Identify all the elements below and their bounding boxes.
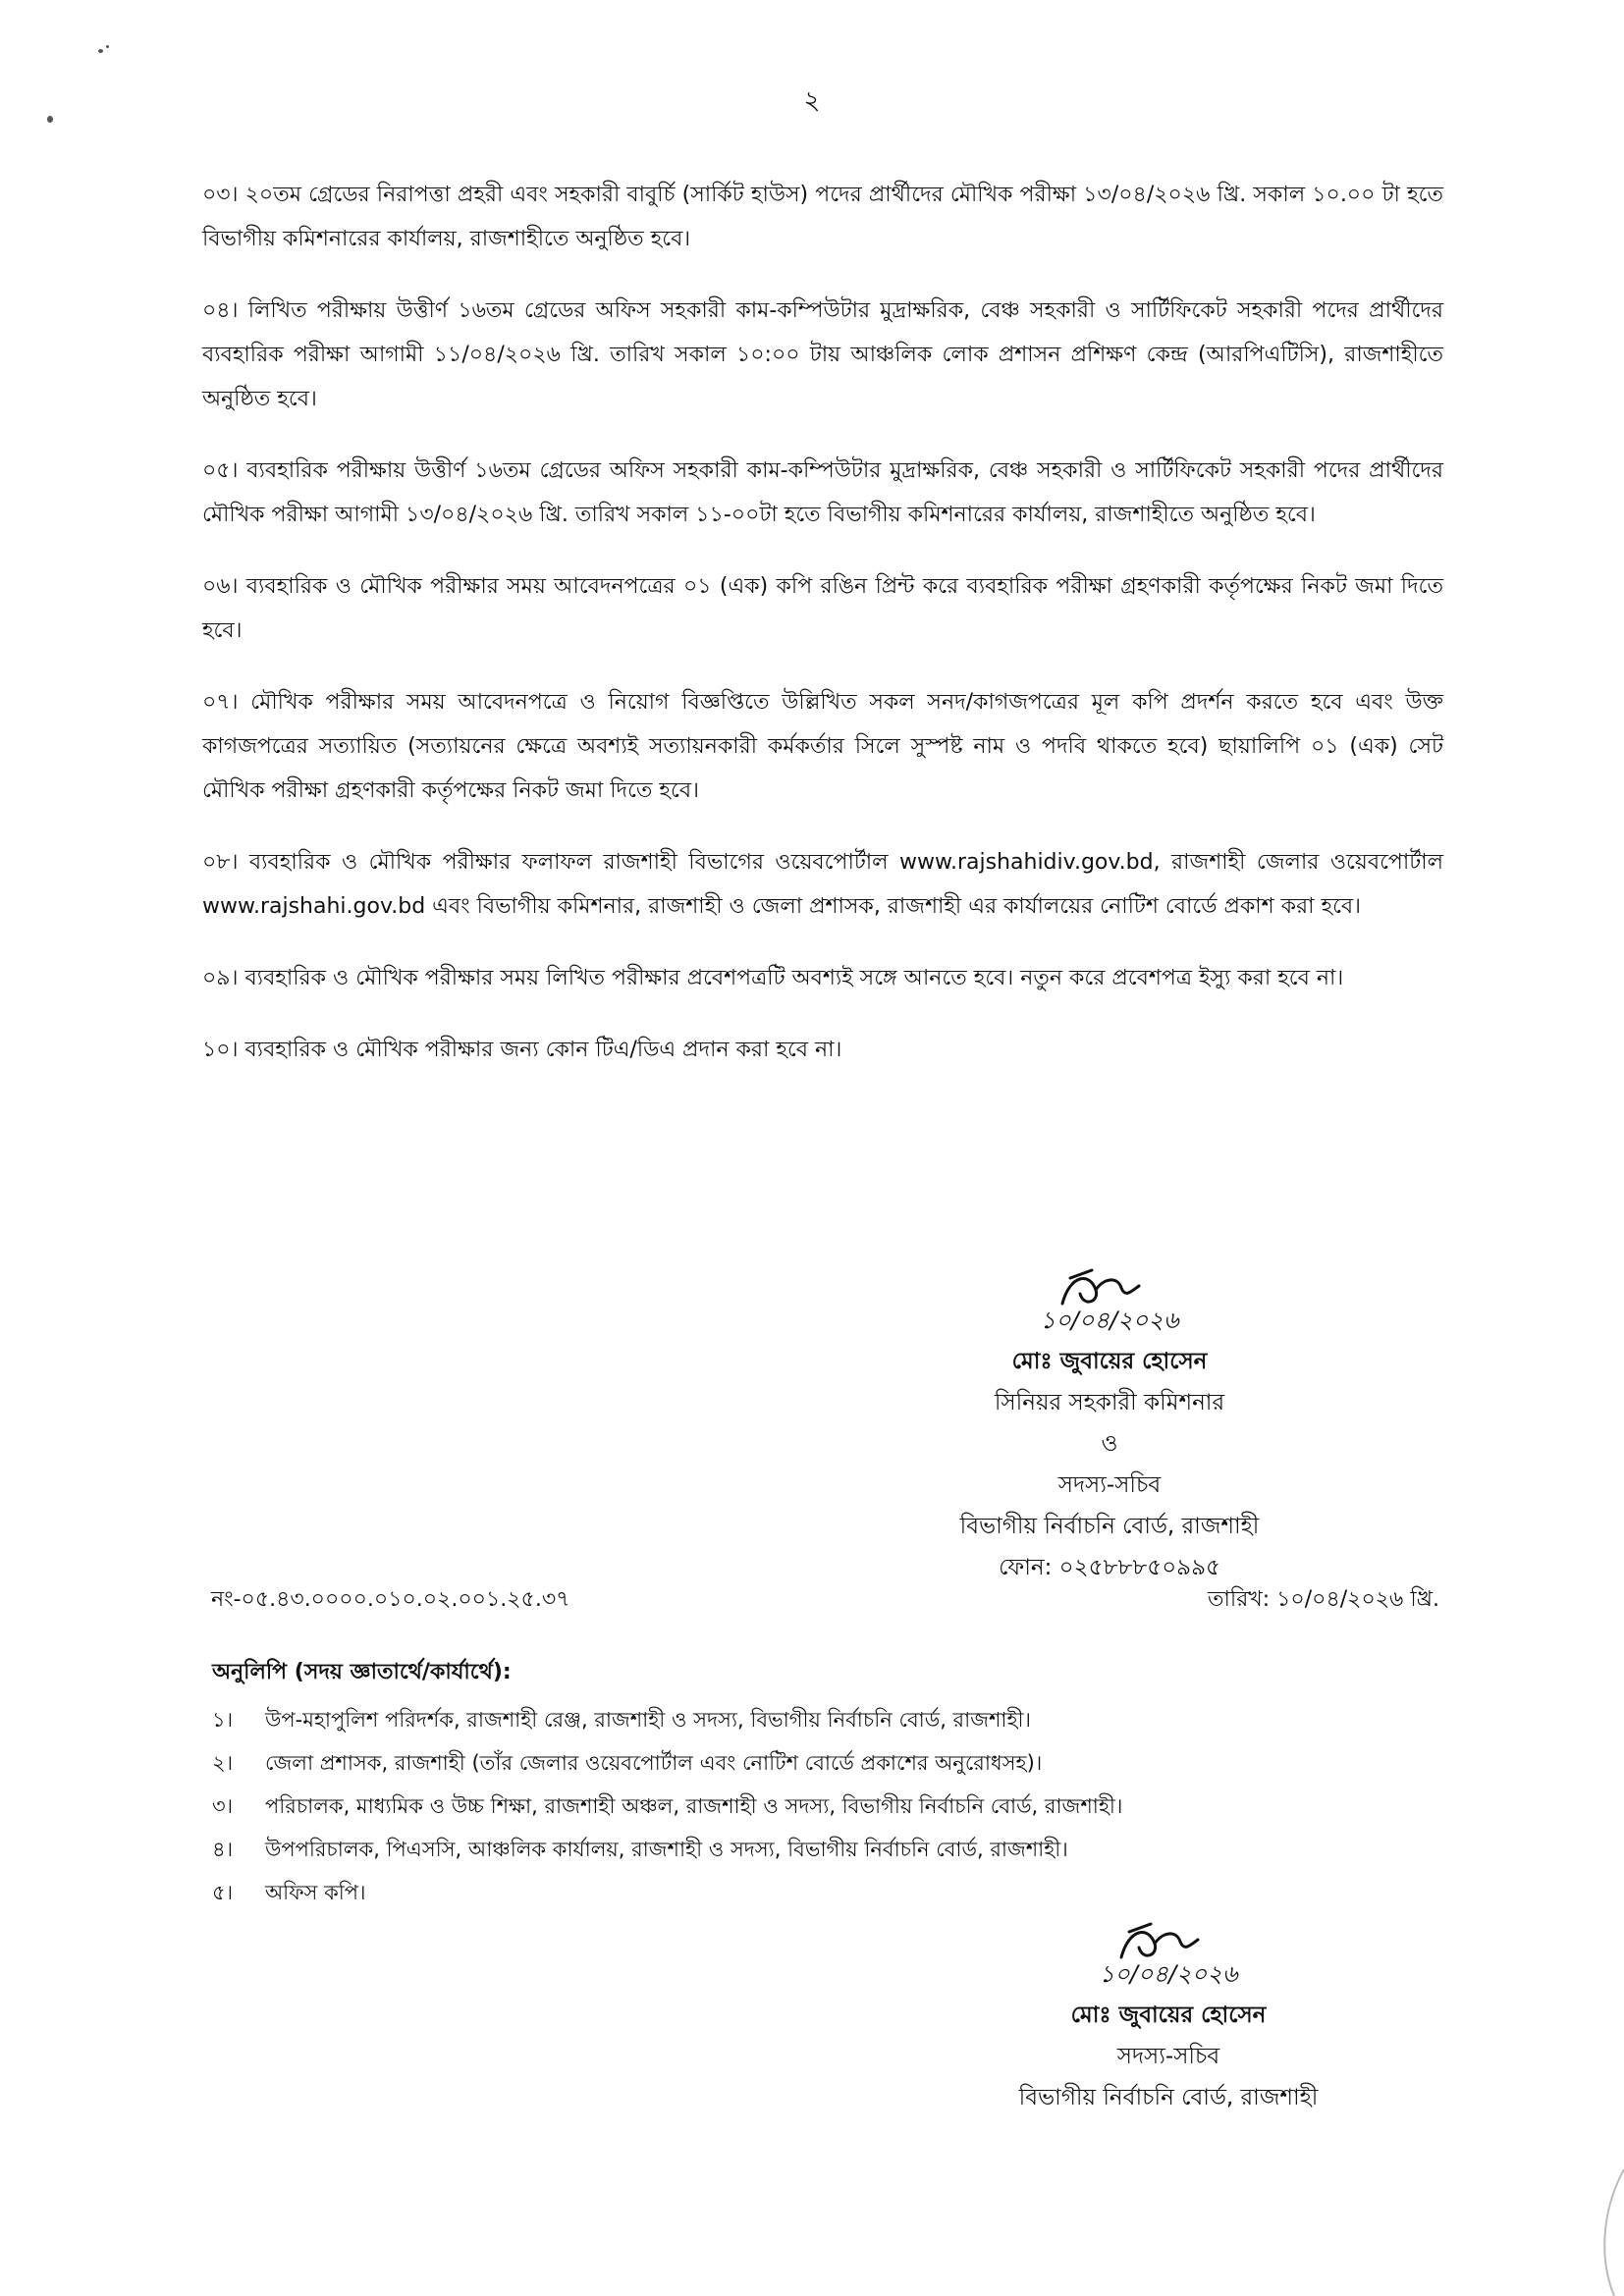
paragraph-07: ০৭। মৌখিক পরীক্ষার সময় আবেদনপত্রে ও নিয়োগ বিজ্ঞপ্তিতে উল্লিখিত সকল সনদ/কাগজপত্রের মূল কপি প্রদর্শন করতে হবে এবং উক্ত কাগজপত্রের সত্যায়িত (সত্যায়নের ক্ষেত্রে অবশ্যই সত্যায়নকারী কর্মকর্তার সিলে সুস্পষ্ট নাম ও পদবি থাকতে হবে) ছায়ালিপি ০১ (এক) সেট মৌখিক পরীক্ষা গ্রহণকারী কর্তৃপক্ষের নিকট জমা দিতে হবে। [202,690,1443,803]
signatory-organization: বিভাগীয় নির্বাচনি বোর্ড, রাজশাহী [1018,2085,1319,2110]
cc-item [212,1698,1341,1741]
scan-speck [106,45,109,48]
signature-block-cc [943,1918,1394,2118]
cc-item [212,1741,1341,1785]
signatory-role: সদস্য-সচিব [1057,1472,1162,1498]
signatory-name: মোঃ জুবায়ের হোসেন [1011,1349,1208,1374]
paragraph-04: ০৪। লিখিত পরীক্ষায় উত্তীর্ণ ১৬তম গ্রেডের অফিস সহকারী কাম-কম্পিউটার মুদ্রাক্ষরিক, বেঞ্চ সহকারী ও সার্টিফিকেট সহকারী পদের প্রার্থীদের ব্যবহারিক পরীক্ষা আগামী ১১/০৪/২০২৬ খ্রি. তারিখ সকাল ১০:০০ টায় আঞ্চলিক লোক প্রশাসন প্রশিক্ষণ কেন্দ্র (আরপিএটিসি), রাজশাহীতে অনুষ্ঠিত হবে। [202,298,1443,411]
cc-item-number: ৩। [212,1794,234,1818]
signature-date: ১০/০৪/২০২৬ [1040,1307,1179,1334]
cc-item-text: উপ-মহাপুলিশ পরিদর্শক, রাজশাহী রেঞ্জ, রাজশাহী ও সদস্য, বিভাগীয় নির্বাচনি বোর্ড, রাজশাহী। [265,1708,1032,1732]
cc-item-number: ৫। [212,1881,234,1904]
signature-block-main [884,1264,1335,1588]
paragraph-08: ০৮। ব্যবহারিক ও মৌখিক পরীক্ষার ফলাফল রাজশাহী বিভাগের ওয়েবপোর্টাল www.rajshahidiv.gov.bd, রাজশাহী জেলার ওয়েবপোর্টাল www.rajshahi.gov.bd এবং বিভাগীয় কমিশনার, রাজশাহী ও জেলা প্রশাসক, রাজশাহী এর কার্যালয়ের নোটিশ বোর্ডে প্রকাশ করা হবে। [202,850,1443,919]
cc-item-text: জেলা প্রশাসক, রাজশাহী (তাঁর জেলার ওয়েবপোর্টাল এবং নোটিশ বোর্ডে প্রকাশের অনুরোধসহ)। [265,1751,1043,1775]
cc-item-number: ৪। [212,1838,234,1861]
cc-item-text: উপপরিচালক, পিএসসি, আঞ্চলিক কার্যালয়, রাজশাহী ও সদস্য, বিভাগীয় নির্বাচনি বোর্ড, রাজশাহী। [265,1838,1068,1861]
scan-edge-shadow [1585,2169,1624,2296]
page-number: ২ [803,86,821,116]
signatory-phone: ফোন: ০২৫৮৮৮৫০৯৯৫ [999,1555,1220,1580]
signatory-name: মোঃ জুবায়ের হোসেন [1070,2002,1267,2028]
cc-heading: অনুলিপি (সদয় জ্ঞাতার্থে/কার্যার্থে): [212,1660,512,1684]
cc-list [212,1698,1341,1914]
cc-item [212,1871,1341,1914]
signature-date: ১০/০৪/২০২৬ [1099,1960,1238,1988]
paragraph-06: ০৬। ব্যবহারিক ও মৌখিক পরীক্ষার সময় আবেদনপত্রের ০১ (এক) কপি রঙিন প্রিন্ট করে ব্যবহারিক পরীক্ষা গ্রহণকারী কর্তৃপক্ষের নিকট জমা দিতে হবে। [202,574,1443,643]
notice-body [202,173,1443,1099]
signatory-conjunction: ও [1101,1431,1118,1457]
cc-item-number: ২। [212,1751,234,1775]
paragraph-10: ১০। ব্যবহারিক ও মৌখিক পরীক্ষার জন্য কোন টিএ/ডিএ প্রদান করা হবে না। [202,1038,842,1062]
scan-speck [98,49,103,53]
cc-item-text: অফিস কপি। [265,1881,366,1904]
memo-number: নং-০৫.৪৩.০০০০.০১০.০২.০০১.২৫.৩৭ [211,1587,570,1612]
paragraph-05: ০৫। ব্যবহারিক পরীক্ষায় উত্তীর্ণ ১৬তম গ্রেডের অফিস সহকারী কাম-কম্পিউটার মুদ্রাক্ষরিক, বেঞ্চ সহকারী ও সার্টিফিকেট সহকারী পদের প্রার্থীদের মৌখিক পরীক্ষা আগামী ১৩/০৪/২০২৬ খ্রি. তারিখ সকাল ১১-০০টা হতে বিভাগীয় কমিশনারের কার্যালয়, রাজশাহীতে অনুষ্ঠিত হবে। [202,458,1443,527]
signatory-role: সদস্য-সচিব [1116,2044,1220,2069]
cc-item [212,1828,1341,1871]
paragraph-03: ০৩। ২০তম গ্রেডের নিরাপত্তা প্রহরী এবং সহকারী বাবুর্চি (সার্কিট হাউস) পদের প্রার্থীদের মৌখিক পরীক্ষা ১৩/০৪/২০২৬ খ্রি. সকাল ১০.০০ টা হতে বিভাগীয় কমিশনারের কার্যালয়, রাজশাহীতে অনুষ্ঠিত হবে। [202,183,1443,251]
paragraph-09: ০৯। ব্যবহারিক ও মৌখিক পরীক্ষার সময় লিখিত পরীক্ষার প্রবেশপত্রটি অবশ্যই সঙ্গে আনতে হবে। নতুন করে প্রবেশপত্র ইস্যু করা হবে না। [202,966,1344,990]
cc-item-number: ১। [212,1708,234,1732]
memo-date: তারিখ: ১০/০৪/২০২৬ খ্রি. [1208,1587,1439,1612]
signatory-title: সিনিয়র সহকারী কমিশনার [994,1390,1225,1415]
cc-item [212,1785,1341,1828]
cc-item-text: পরিচালক, মাধ্যমিক ও উচ্চ শিক্ষা, রাজশাহী অঞ্চল, রাজশাহী ও সদস্য, বিভাগীয় নির্বাচনি বোর্ড, রাজশাহী। [265,1794,1123,1818]
signatory-organization: বিভাগীয় নির্বাচনি বোর্ড, রাজশাহী [959,1514,1260,1539]
